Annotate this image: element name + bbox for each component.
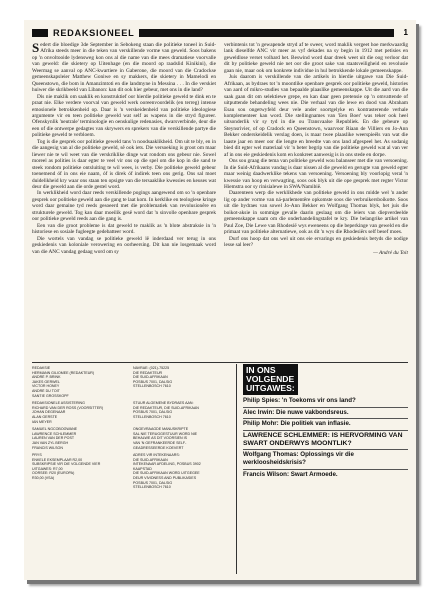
masthead-right: DIE REDAKTEUR — [132, 370, 163, 375]
masthead-left: SUBSKRIPSIE VIR DIE VOLGENDE VIER — [32, 462, 101, 467]
header-block — [32, 29, 48, 37]
next-issue-item: LAWRENCE SCHLEMMER: IS HERVORMING VAN SWART ONDERWYS MOONTLIK? — [243, 431, 408, 450]
masthead-left: SAMUEL NGCOBOGWANE — [32, 427, 78, 432]
heading-line: IN ONS — [246, 365, 276, 375]
masthead-left: IAN MEYER — [32, 419, 52, 424]
editorial-paragraph: In werklikheid word daar reeds verskillende pogings aangewend om so 'n openbare gesprek oor politieke geweld aan die gang te laat kom. In kerklike en teologiese kringe word daar gemaine tyd reeds gesoeerd met die problematiek van revolusionêre en strukturele geweld. Tog kan daar moeilik gesê word dat 'n sinvolle openbare gesprek oor politieke geweld reeds aan die gang is. — [32, 190, 217, 223]
masthead-left: ANDRÉ P. BRINK — [32, 375, 61, 380]
editorial-columns — [32, 42, 408, 360]
masthead-left: REDAKSIE — [32, 366, 51, 370]
masthead-right: BEHALWE AS DIT VOORSIEN IS — [132, 436, 187, 441]
masthead-left: ENKELE EKSEMPLAAR R2,00 — [32, 457, 83, 462]
masthead-right: POSBUS 7001, DALSIG — [132, 480, 173, 485]
masthead-right: POSBUS 7001, DALSIG — [132, 379, 173, 384]
editorial-column-left — [32, 42, 216, 360]
masthead-right: STELLENBOSCH 7610 — [132, 384, 171, 389]
section-header-bar — [32, 29, 408, 37]
masthead-right: DEUR VIVIDNESS AND PUBLIKASIES — [132, 476, 197, 481]
masthead-right: NAVRAE: (021)-75225 — [132, 366, 170, 370]
next-issues-box — [236, 364, 408, 574]
heading-line: VOLGENDE — [246, 374, 295, 384]
masthead-row — [32, 485, 230, 490]
editorial-paragraph: Daarenteen werp die werklikhede van politieke geweld in ons midde wel 'n ander lig op ander vorme van ná-parlementêre opkomste soos die verbruikersboikotte. Soos uit die bydraes van sowel Jo-Ann Bekker en Wolfgang Thomas blyk, het juis die boikot-aksie in sommige gevalle daarin geslaag om die leiers van diepverdeelde gemeenskappe saam om die onderhandelingstafel te kry. Die belangrike artikel van Paul Zoe, Die Lewe van Rhodesië wys eweneens op die beperkinge van geweld en die primaat van politieke alternatiewe, ook as dit 'n wys die Rhodesiërs self besef moes. — [224, 190, 408, 236]
first-paragraph-text: edert die bloedige 3de September in Sebokeng staan die politieke toneel in Suid-Afrika steeds meer in die teken van verskillende vorme van geweld. Soos bakens op 'n onvoltooide lydensweg kon ons al die name van die mees dramatiese voorvalle van geweld: die skietery op Uitenhage (en die moord op raadslid Kinikini), die Weermag se aanval op ANC-kwartiere in Gaberone, die moord van die Cradockse gemeenskapsleier Matthew Goniwe en sy makkers, die skietery in Mamelodi en Queenstown, die bom in Amanzimtoti en die landmyne in Messina . . . In die verskiet huiwer die skrikbeeld van Libanon: kan dit ook hier gebeur, met ons in die land? — [32, 42, 216, 94]
masthead-left: HERMANN GILIOMEE (REDAKTEUR) — [32, 370, 95, 375]
editorial-paragraph: Dis nie maklik om saaklik en konstruktief oor hierdie politieke geweld te dink en te praat nie. Elke verdere voorval van geweld werk ooreenvoordelik (en terreg) intense emosionele betrokkenheid op. Daar is 'n verskeidenheid van politieke ideologiese argumente vir en teen politieke geweld wat self as wapens in die stryd figureer. Ofenskynlik 'neutrale' terminologie en oenskulige redenasies, dwarsverbinde, deur die een of die ontwerpe gedagtes van skrywers en sprekers van die verskillende partye die politieke geweld te verbloem. — [32, 93, 216, 139]
masthead-right: DIE REDAKTEUR, DIE SUID-AFRIKAAN — [132, 405, 199, 410]
masthead-left: JOHAN DEGENAAR — [32, 410, 66, 415]
masthead-right: STUUR ALGEMENE BYDRAES AAN: — [132, 401, 194, 406]
masthead-right: ONGEVRAAGDE MANUSKRIPTE — [132, 427, 189, 432]
section-divider — [32, 362, 408, 363]
masthead-left: LAUREN VAN DER POST — [32, 436, 75, 441]
masthead-right: DIE SUID-AFRIKAAN — [132, 375, 168, 380]
masthead-right: INTEKENAAR AFDELING, POSBUS 3902 — [132, 462, 201, 467]
header-rule — [139, 29, 394, 37]
author-signature: — André du Toit — [373, 249, 408, 256]
masthead-right: GEADRESSEERDE KOEVERT — [132, 445, 184, 450]
masthead-right: ADRES VIR INTEKENAARS: — [132, 453, 180, 458]
masthead-right — [133, 394, 230, 399]
masthead-left: JAKES GERWEL — [32, 379, 60, 384]
editorial-paragraph: verbintenis tot 'n gewapende stryd af te sweer, word maklik vergeet hoe merkwaardig lank dieselfde ANC vir meer as vyf dekades na sy begin in 1912 met petisies en geweldlose verset volhard het. Beswind word daar dreek weet uit die oog verloor dat dit by politieke geweld nie net oor die groot sake van staatsveiligheid en revolusie gaan nie, maar ook om konkrete individue in hul betrokkende lokale gemeenskappe. — [224, 42, 408, 74]
next-issue-item: Philip Mohr: Die politiek van inflasie. — [243, 419, 408, 431]
editorial-column-right — [224, 42, 408, 360]
editorial-paragraph — [32, 42, 216, 94]
editorial-paragraph: Ons sou graag die tema van politieke geweld wou balanseer met die van versoening. In die Suid-Afrikaans vandag is daar nissen al die geweld en gerugte van geweld egter maar weinig daadwerklike tekens van versoening. Versoening bly voorlopig veral 'n kwessie van hoop en verwagting, soos ook blyk uit die ope gesprek met regter Victor Hiemstra oor sy rinisialewe in SWA/Namibië. — [224, 158, 408, 190]
masthead-left: LAWRENCE SCHLEMMER — [32, 431, 77, 436]
heading-line: UITGAWES: — [246, 383, 295, 393]
next-issues-heading — [243, 364, 298, 395]
masthead-left: VICTOR HONEY — [32, 384, 60, 389]
masthead — [32, 366, 230, 572]
masthead-left: ANDRÉ DU TOIT — [32, 388, 60, 393]
masthead-right: VAN 'N GEFRANKEERDE SELF- — [132, 440, 187, 445]
next-issue-item: Alec Irwin: Die nuwe vakbondsreus. — [243, 408, 408, 420]
page-number: 1 — [403, 28, 408, 37]
masthead-left: PRYS — [32, 453, 42, 458]
masthead-right: SAL NIE TERUGGESTUUR WORD NIE — [132, 431, 198, 436]
masthead-left — [32, 485, 129, 490]
masthead-left: UITGAWES: R7,00 — [32, 466, 63, 471]
editorial-paragraph: Een van die groot probleme is dat geweld te maklik as 'n blote abstraksie in 'n historiese en sosiale fugleegte gedebatteer word. — [32, 222, 216, 236]
editorial-paragraph: Durf ons hoop dat ons wel uit ons eie ervarings en geskiedenis betyds die nodige lesse sal leer? — [224, 235, 408, 249]
masthead-left: JAN VAN ZYL BERGH — [32, 440, 69, 445]
drop-cap: S — [32, 40, 40, 55]
masthead-right — [133, 420, 230, 425]
magazine-page — [24, 20, 416, 580]
masthead-left: FRANCIS WILSON — [32, 445, 63, 450]
masthead-left: SANTIE GROSSKOPF — [32, 393, 69, 398]
masthead-left: OORSEE: R20 (EUROPA) — [32, 471, 75, 476]
masthead-left: R30,00 (VSA) — [32, 476, 55, 481]
masthead-right: DIE SUID-AFRIKAAN — [132, 457, 168, 462]
editorial-paragraph: Die wortels van vandag se politieke geweld lê inderdaad ver terug in ons geskiedenis van koloniale verowering en oorheersing. Dit kan nie losgemaak word van die ANC vandag gedaag word om sy — [32, 235, 216, 255]
next-issue-item: Philip Spies: 'n Toekoms vir ons land? — [243, 396, 408, 408]
masthead-right: KAAPSTAD — [132, 466, 152, 471]
editorial-paragraph: Tog is die gesprek oor politieke geweld tans 'n noodsaaklikheid. Om uit te bly, en in die aangesig van al die politieke geweld, sê ook iets. Die versoeking is groot om maar liewer nie te wil weet van die verskriklike dinge wat rondom ons gebeur nie. Sowel moreel as polities is daar egter te veel vir ons op die spel om die kop in die sand te steek rondom politieke ontsluiting te wil wees, is verby. Die politieke geweld gebeur toenemend óf in ons eie naam, óf is direk óf indirek teen ons gerig. Ons sal moet duidelikheid kry waar ons staan ten opsigte van die tersaaklike kwessies en keuses wat deur die geweld aan die orde gestel word. — [32, 138, 216, 190]
masthead-left: REDAKSIONELE ASSISTERING — [32, 401, 85, 406]
masthead-right: STELLENBOSCH 7610 — [132, 414, 171, 419]
section-title: REDAKSIONEEL — [53, 28, 135, 38]
masthead-right: POSBUS 7001, DALSIG — [132, 410, 173, 415]
masthead-right: DIE SUID-AFRIKAAN WORD UITGEGEE — [132, 471, 200, 476]
masthead-left: ALAN GERSTE — [32, 414, 58, 419]
editorial-paragraph: Juis daarom is verskillende van die artikels in hierdie uitgawe van Die Suid-Afrikaan, as bydraes tot 'n moontlike openbare gesprek oor politieke geweld, histories van aard of mikro-studies van bepaalde plaaslike gemeenskappe. Uit die aard van die saak gaan dit om selektiewe grepe, en kan daar geen pretensie op 'n omvattende of uitputtende behandeling wees nie. Die verhaal van die lewe en dood van Abraham Esau sou ongetwyfeld deur vele ander soortgelyke en kontrasterende verhale komplementeer kan word. Die stellingnames van 'Een Boer' was teker ook heel uitsonderlik vir sy tyd in die ou Transvaalse Republiek. En die gebeure op Steynsrivier, of op Cradock en Queenstown, waarvoor Riaan de Villiers en Jo-Ann Bekker onderskeidelik verslag doen, is maar twee plaaslike weerspieëls van wat die laaste jaar en meer oor die lengte en breedte van ons land afgespeel het. As sodanig bied dit egter wel materiaal vir 'n beter begrip van die politieke geweld wat al van ver af in ons eie geskiedenis kom en konkreet aanwesig is in ons stede en dorpe. — [224, 74, 408, 158]
masthead-right: STELLENBOSCH 7610 — [132, 485, 171, 490]
next-issue-item: Francis Wilson: Swart Armoede. — [243, 470, 338, 478]
next-issue-item: Wolfgang Thomas: Oplossings vir die werkloosheidskrisis? — [243, 450, 408, 470]
masthead-left: RICHARD VAN DER ROSS (VOORSITTER) — [32, 405, 104, 410]
